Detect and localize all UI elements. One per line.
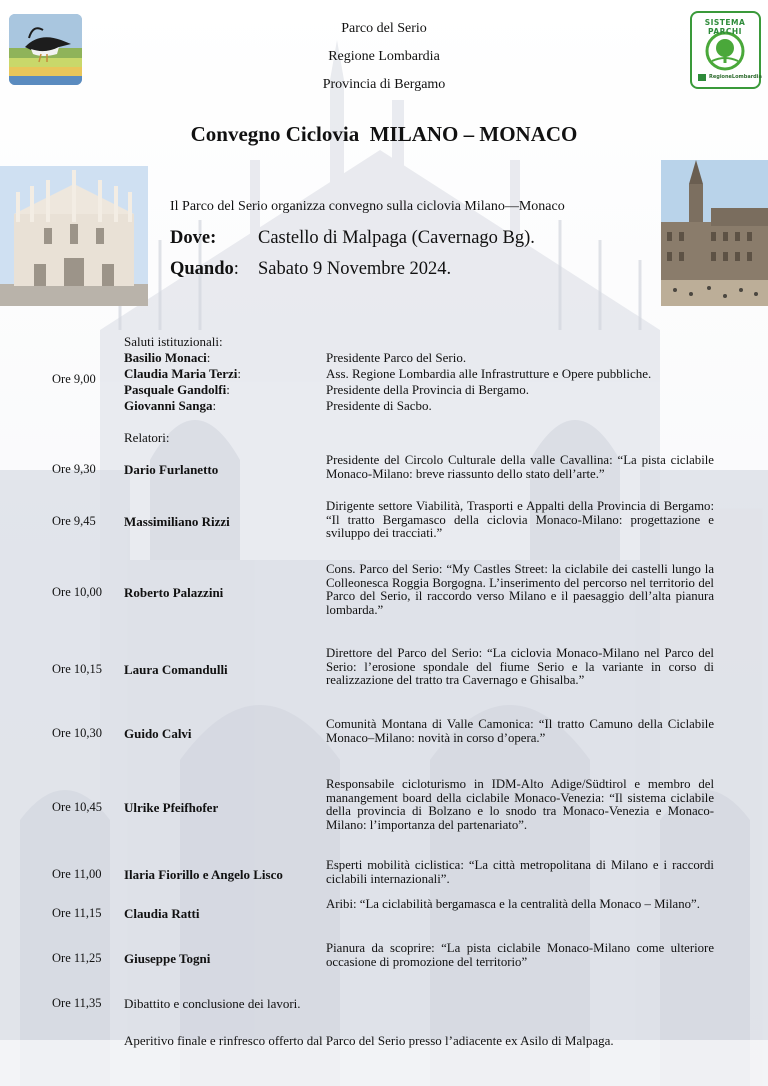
talk-speaker: Laura Comandulli bbox=[124, 662, 228, 677]
talk-description: Cons. Parco del Serio: “My Castles Street: la ciclabile dei castelli lungo la Colleonesca Roggia Borgogna. L’inserimento del percorso nel territorio del Parco del Serio, il raccordo verso Milano e il paesaggio dell’alta pianura lombarda.” bbox=[326, 562, 714, 617]
opening-heading: Saluti istituzionali: bbox=[124, 334, 223, 349]
talk-description: Comunità Montana di Valle Camonica: “Il tratto Camuno della Ciclabile Monaco–Milano: novità in corso d’opera.” bbox=[326, 717, 714, 745]
talk-time: Ore 10,30 bbox=[52, 726, 102, 740]
opening-time: Ore 9,00 bbox=[52, 372, 96, 386]
page-title: Convegno Ciclovia MILANO – MONACO bbox=[190, 122, 578, 146]
talk-speaker: Dario Furlanetto bbox=[124, 462, 219, 477]
aperitivo-note: Aperitivo finale e rinfresco offerto dal Parco del Serio presso l’adiacente ex Asilo di Malpaga. bbox=[124, 1033, 614, 1048]
talk-speaker: Giuseppe Togni bbox=[124, 951, 211, 966]
talk-speaker: Ulrike Pfeifhofer bbox=[124, 800, 219, 815]
speaker-role: Presidente Parco del Serio. bbox=[326, 350, 467, 365]
talk-time: Ore 9,30 bbox=[52, 462, 96, 476]
talk-description: Pianura da scoprire: “La pista ciclabile Monaco-Milano come ulteriore occasione di promozione del territorio” bbox=[326, 941, 714, 969]
quando-line bbox=[170, 259, 451, 280]
closing-time: Ore 11,35 bbox=[52, 996, 102, 1010]
sistema-parchi-text: SISTEMA PARCHI bbox=[704, 18, 746, 36]
header-line-1: Parco del Serio bbox=[341, 21, 427, 36]
header-line-3: Provincia di Bergamo bbox=[322, 77, 446, 92]
talk-description: Aribi: “La ciclabilità bergamasca e la centralità della Monaco – Milano”. bbox=[326, 897, 700, 911]
speaker-role: Ass. Regione Lombardia alle Infrastrutture e Opere pubbliche. bbox=[326, 366, 652, 381]
talk-description: Dirigente settore Viabilità, Trasporti e Appalti della Provincia di Bergamo: “Il tratto Bergamasco della ciclovia Monaco-Milano: progettazione e sviluppo dei tracciati.” bbox=[326, 499, 714, 541]
closing-text: Dibattito e conclusione dei lavori. bbox=[124, 996, 301, 1011]
talk-time: Ore 10,00 bbox=[52, 585, 102, 599]
talk-speaker: Claudia Ratti bbox=[124, 906, 200, 921]
speaker-name: Basilio Monaci: bbox=[124, 350, 211, 365]
duomo-photo bbox=[0, 166, 148, 306]
talk-speaker: Roberto Palazzini bbox=[124, 585, 224, 600]
speaker-role: Presidente della Provincia di Bergamo. bbox=[326, 382, 530, 397]
talk-description: Esperti mobilità ciclistica: “La città metropolitana di Milano e i raccordi ciclabili internazionali”. bbox=[326, 858, 714, 886]
speaker-role: Presidente di Sacbo. bbox=[326, 398, 432, 413]
quando-value: Sabato 9 Novembre 2024. bbox=[258, 259, 452, 279]
talk-time: Ore 11,25 bbox=[52, 951, 102, 965]
dove-label: Dove: bbox=[170, 228, 217, 248]
talk-speaker: Massimiliano Rizzi bbox=[124, 514, 230, 529]
talk-speaker: Ilaria Fiorillo e Angelo Lisco bbox=[124, 867, 283, 882]
dove-line bbox=[170, 228, 535, 249]
talk-description: Presidente del Circolo Culturale della valle Cavallina: “La pista ciclabile Monaco-Milano: breve riassunto dello stato dell’arte.” bbox=[326, 453, 714, 481]
quando-label: Quando: bbox=[170, 259, 239, 279]
talk-time: Ore 10,15 bbox=[52, 662, 102, 676]
opening-roles bbox=[326, 350, 651, 414]
speaker-name: Giovanni Sanga: bbox=[124, 398, 217, 413]
talk-time: Ore 11,00 bbox=[52, 867, 102, 881]
relatori-heading: Relatori: bbox=[124, 430, 170, 445]
header-line-2: Regione Lombardia bbox=[328, 49, 440, 64]
regione-lombardia-mark: RegioneLombardia bbox=[709, 74, 762, 80]
munich-photo bbox=[661, 160, 768, 306]
speaker-name: Claudia Maria Terzi: bbox=[124, 366, 242, 381]
talk-time: Ore 9,45 bbox=[52, 514, 96, 528]
talk-time: Ore 11,15 bbox=[52, 906, 102, 920]
talk-description: Direttore del Parco del Serio: “La ciclovia Monaco-Milano nel Parco del Serio: l’erosione spondale del fiume Serio e la variante in corso di realizzazione del tratto tra Cavernago e Ghisalba.” bbox=[326, 646, 714, 688]
speaker-name: Pasquale Gandolfi: bbox=[124, 382, 230, 397]
talk-time: Ore 10,45 bbox=[52, 800, 102, 814]
opening-names bbox=[124, 334, 241, 414]
talk-description: Responsabile cicloturismo in IDM-Alto Adige/Südtirol e membro del manangement board della ciclabile Monaco-Venezia: “Il sistema ciclabile della provincia di Bolzano e lo snodo tra Monaco-Venezia e Monaco-Milano: l’importanza del partenariato”. bbox=[326, 777, 714, 832]
talk-speaker: Guido Calvi bbox=[124, 726, 192, 741]
dove-value: Castello di Malpaga (Cavernago Bg). bbox=[258, 228, 535, 248]
intro-text: Il Parco del Serio organizza convegno sulla ciclovia Milano—Monaco bbox=[170, 199, 565, 214]
